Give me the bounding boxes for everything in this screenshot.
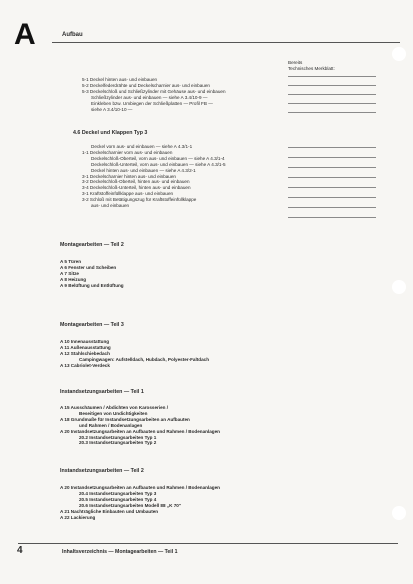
toc-item: A 13 Cabriolet-Verdeck [60, 362, 110, 368]
remark-line-1: Bereits [288, 60, 303, 65]
toc-line: Deckelschloß-Oberteil, vorn aus- und einbauen — siehe A 4.3/1-4 [91, 155, 225, 161]
toc-block-1 [82, 77, 226, 112]
toc-line: Schließzylinder aus- und einbauen — siehe A 3.4/10-9 — [91, 94, 208, 100]
toc-section-heading: Montagearbeiten — Teil 3 [60, 322, 124, 328]
section-letter: A [14, 18, 36, 51]
toc-item: A 8 Heizung [60, 276, 87, 282]
toc-item: A 15 Ausschäumen / Abdichten von Karosserien / [60, 405, 168, 410]
toc-item: Campingwagen: Aufstelldach, Hubdach, Polyester-Faltdach [79, 356, 210, 362]
toc-subheading: 4.6 Deckel und Klappen Typ 3 [73, 130, 148, 136]
remark-line [288, 157, 376, 158]
toc-line: Einkleben bzw. Umbiegen der Schließplatten — Profil FB — [91, 100, 213, 106]
toc-line: 5-1 Deckel hinten aus- und einbauen [82, 77, 158, 82]
toc-line: aus- und einbauen [91, 203, 130, 209]
remark-line [288, 187, 376, 188]
toc-item: A 5 Türen [60, 259, 82, 264]
toc-item: A 20 Instandsetzungsarbeiten an Aufbauten und Rahmen / Bodenanlagen [60, 485, 220, 490]
remark-line [288, 217, 376, 218]
toc-item: und Rahmen / Bodenanlagen [79, 422, 143, 428]
toc-line: siehe A 3.4/10-10 — [91, 106, 133, 112]
remark-line [288, 197, 376, 198]
remark-line [288, 147, 376, 148]
toc-line: 3-1 Kraftstoffeinfüllklappe aus- und einbauen [82, 191, 174, 197]
toc-item: 20.5 Instandsetzungsarbeiten Typ 4 [79, 496, 157, 502]
toc-item: A 21 Nachträgliche Einbauten und Umbauten [60, 508, 159, 514]
toc-line: 3-2 Schloß mit Betätigungszug für Kraftstoffeinfüllklappe [82, 197, 197, 203]
remark-line [288, 94, 376, 95]
toc-item: A 6 Fenster und Scheiben [60, 264, 117, 270]
remark-line [288, 112, 376, 113]
punch-hole-middle [392, 280, 406, 294]
remark-line [288, 85, 376, 86]
toc-item: A 20 Instandsetzungsarbeiten an Aufbauten und Rahmen / Bodenanlagen [60, 428, 220, 434]
punch-hole-top [392, 47, 406, 61]
toc-item: A 10 Innenausstattung [60, 339, 110, 344]
toc-item: A 11 Außenausstattung [60, 344, 111, 350]
remark-line [288, 207, 376, 208]
toc-item: A 12 Stahlschiebedach [60, 350, 110, 356]
remark-line-2: Technisches Merkblatt: [288, 65, 335, 71]
toc-item: 20.3 Instandsetzungsarbeiten Typ 2 [79, 440, 157, 446]
remark-line [288, 76, 376, 77]
section-title: Aufbau [62, 32, 83, 38]
toc-item: A 9 Belüftung und Entlüftung [60, 282, 124, 288]
toc-line: 5-2 Deckelfederdrähte und Deckelscharnier aus- und einbauen [82, 82, 210, 88]
toc-line: Deckelschloß-Unterteil, vorn aus- und einbauen — siehe A 4.3/1-5 [91, 161, 226, 167]
toc-section-heading: Instandsetzungsarbeiten — Teil 1 [60, 389, 144, 395]
toc-line: 3-4 Deckelschloß-Unterteil, hinten aus- und einbauen [82, 185, 191, 191]
toc-section-montage-2 [60, 259, 124, 289]
remark-line [288, 103, 376, 104]
toc-line: 3-2 Deckelschloß-Oberteil, hinten aus- und einbauen [82, 179, 190, 185]
toc-item: 20.2 Instandsetzungsarbeiten Typ 1 [79, 434, 157, 440]
punch-hole-bottom [392, 506, 406, 520]
toc-section-heading: Instandsetzungsarbeiten — Teil 2 [60, 468, 144, 474]
remark-line [288, 177, 376, 178]
toc-section-instand-2 [60, 485, 220, 520]
toc-item: A 18 Grundmaße für Instandsetzungsarbeiten an Aufbauten [60, 416, 190, 422]
toc-line: Deckel hinten aus- und einbauen — siehe A 4.3/2-1 [91, 167, 196, 173]
toc-line: 1-1 Deckelscharnier vorn aus- und einbauen [82, 149, 173, 155]
page-number: 4 [17, 545, 23, 556]
toc-section-montage-3 [60, 339, 209, 369]
toc-item: 20.6 Instandsetzungsarbeiten Modell 88 „K 70" [79, 502, 181, 508]
remark-heading [288, 60, 335, 71]
toc-item: Beseitigen von Undichtigkeiten [79, 410, 148, 416]
toc-line: Deckel vorn aus- und einbauen — siehe A 4.3/1-1 [91, 144, 193, 149]
footer-rule [18, 543, 398, 544]
header-rule [52, 42, 400, 43]
toc-section-heading: Montagearbeiten — Teil 2 [60, 242, 124, 248]
toc-item: 20.4 Instandsetzungsarbeiten Typ 3 [79, 490, 157, 496]
toc-block-2 [82, 144, 226, 209]
toc-line: 5-3 Deckelschloß und Schließzylinder mit Gehäuse aus- und einbauen [82, 88, 226, 94]
toc-line: 3-1 Deckelscharnier hinten aus- und einbauen [82, 173, 176, 179]
remark-line [288, 167, 376, 168]
toc-item: A 7 Sitze [60, 270, 79, 276]
toc-section-instand-1 [60, 405, 220, 446]
toc-item: A 22 Lackierung [60, 514, 96, 520]
footer-title: Inhaltsverzeichnis — Montagearbeiten — Teil 1 [62, 549, 178, 555]
